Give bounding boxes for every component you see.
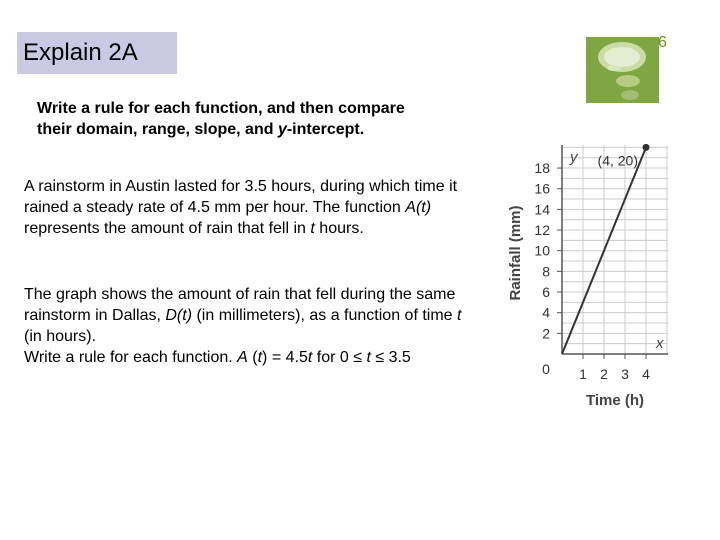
slide-title: Explain 2A <box>23 39 138 66</box>
x-axis-letter: x <box>656 335 664 352</box>
y-tick-label: 14 <box>534 201 550 218</box>
rule-eq: ) = 4.5 <box>262 349 308 366</box>
p1-c: hours. <box>314 220 364 237</box>
y-tick-label: 16 <box>534 180 550 197</box>
rule-t2: t <box>307 349 313 366</box>
x-tick-label: 1 <box>579 366 587 382</box>
y-tick-label: 12 <box>534 222 550 239</box>
x-tick-label: 2 <box>600 366 608 382</box>
logo <box>586 37 659 103</box>
y-tick-label: 18 <box>534 160 550 177</box>
slide-number: 6 <box>658 34 667 51</box>
y-tick-label: 4 <box>542 304 550 321</box>
x-tick-label: 4 <box>642 366 650 382</box>
paragraph-austin <box>24 176 474 239</box>
paragraph-dallas <box>24 284 474 368</box>
p2-c: (in hours). <box>24 328 97 345</box>
intro-text <box>37 98 417 140</box>
y-axis-letter: y <box>570 149 578 166</box>
rule-A: A <box>237 349 248 366</box>
y-tick-label: 6 <box>542 284 550 301</box>
intro-part1: Write a rule for each function, and then compare their domain, range, slope, and <box>37 100 405 138</box>
y-tick-label: 10 <box>534 242 550 259</box>
y-tick-label: 2 <box>542 325 550 342</box>
y-axis-label: Rainfall (mm) <box>507 205 524 301</box>
intro-y: y <box>277 121 287 138</box>
rule-t3: t <box>366 349 371 366</box>
rule-for: for 0 ≤ <box>312 349 367 366</box>
p1-b: represents the amount of rain that fell in <box>24 220 311 237</box>
p1-func: A(t) <box>405 199 432 216</box>
speech-bubbles-icon <box>586 37 659 103</box>
p1-t: t <box>310 220 315 237</box>
p1-a: A rainstorm in Austin lasted for 3.5 hours, during which time it rained a steady rate of 4.5 mm per hour. The function <box>24 178 458 216</box>
p2-t: t <box>457 307 462 324</box>
rainfall-chart <box>500 135 680 420</box>
p2-b: (in millimeters), as a function of time <box>192 307 457 324</box>
rule-label: Write a rule for each function. <box>24 349 238 366</box>
slide-title-box <box>17 32 177 74</box>
data-point <box>643 144 650 151</box>
rule-end: ≤ 3.5 <box>370 349 411 366</box>
point-annotation: (4, 20) <box>597 152 638 169</box>
x-tick-label: 3 <box>621 366 629 382</box>
origin-label: 0 <box>542 361 550 377</box>
intro-part2: -intercept. <box>286 121 365 138</box>
rule-t1: t <box>257 349 263 366</box>
rule-mid: ( <box>247 349 258 366</box>
p2-a: The graph shows the amount of rain that fell during the same rainstorm in Dallas, <box>24 286 456 324</box>
y-tick-label: 8 <box>542 263 550 280</box>
x-axis-label: Time (h) <box>585 392 645 409</box>
p2-func: D(t) <box>165 307 193 324</box>
